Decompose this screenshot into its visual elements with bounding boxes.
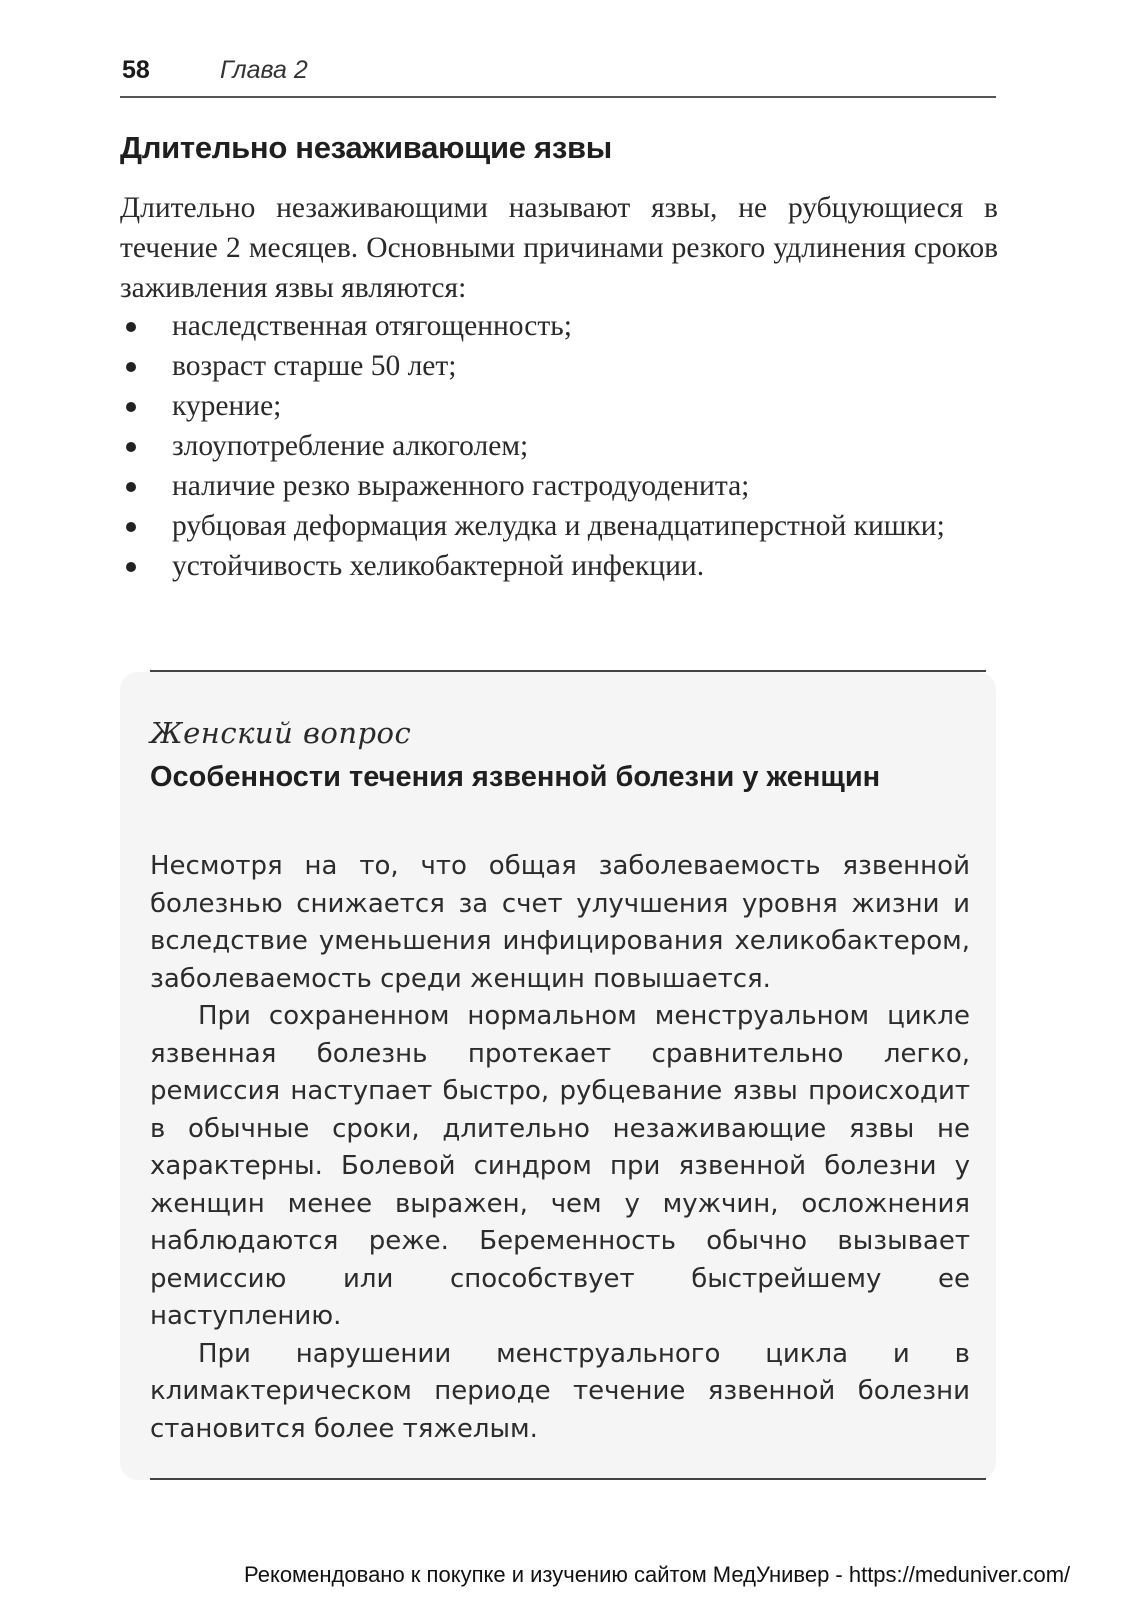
- list-item: наследственная отягощенность;: [120, 306, 998, 346]
- chapter-title: Глава 2: [220, 56, 308, 84]
- list-item: возраст старше 50 лет;: [120, 346, 998, 386]
- bullet-icon: [126, 482, 136, 492]
- bullet-icon: [126, 322, 136, 332]
- list-item: курение;: [120, 386, 998, 426]
- bullet-icon: [126, 522, 136, 532]
- bullet-icon: [126, 442, 136, 452]
- causes-list: [120, 306, 998, 586]
- list-item: рубцовая деформация желудка и двенадцатиперстной кишки;: [120, 506, 998, 546]
- box-label: Женский вопрос: [150, 716, 412, 750]
- page-number: 58: [122, 56, 150, 84]
- running-head: [120, 52, 996, 98]
- intro-paragraph: Длительно незаживающими называют язвы, не рубцующиеся в течение 2 месяцев. Основными причинами резкого удлинения сроков заживления язвы являются:: [120, 192, 998, 304]
- box-body: [150, 848, 970, 1448]
- bullet-icon: [126, 402, 136, 412]
- box-title: Особенности течения язвенной болезни у женщин: [150, 761, 881, 793]
- box-top-rule: [150, 670, 986, 672]
- box-paragraph: При нарушении менструального цикла и в климактерическом периоде течение язвенной болезни становится более тяжелым.: [150, 1338, 970, 1444]
- list-item: злоупотребление алкоголем;: [120, 426, 998, 466]
- footer-watermark: Рекомендовано к покупке и изучению сайтом МедУнивер - https://meduniver.com/: [244, 1562, 1071, 1587]
- section-title: Длительно незаживающие язвы: [120, 130, 612, 165]
- bullet-icon: [126, 562, 136, 572]
- box-bottom-rule: [150, 1478, 986, 1480]
- list-item: устойчивость хеликобактерной инфекции.: [120, 546, 998, 586]
- bullet-icon: [126, 362, 136, 372]
- box-paragraph: Несмотря на то, что общая заболеваемость язвенной болезнью снижается за счет улучшения уровня жизни и вследствие уменьшения инфицирования хеликобактером, заболеваемость среди женщин повышается.: [150, 851, 970, 994]
- list-item: наличие резко выраженного гастродуоденита;: [120, 466, 998, 506]
- box-paragraph: При сохраненном нормальном менструальном цикле язвенная болезнь протекает сравнительно легко, ремиссия наступает быстро, рубцевание язвы происходит в обычные сроки, длительно незаживающие язвы не характерны. Болевой синдром при язвенной болезни у женщин менее выражен, чем у мужчин, осложнения наблюдаются реже. Беременность обычно вызывает ремиссию или способствует быстрейшему ее наступлению.: [150, 1001, 970, 1331]
